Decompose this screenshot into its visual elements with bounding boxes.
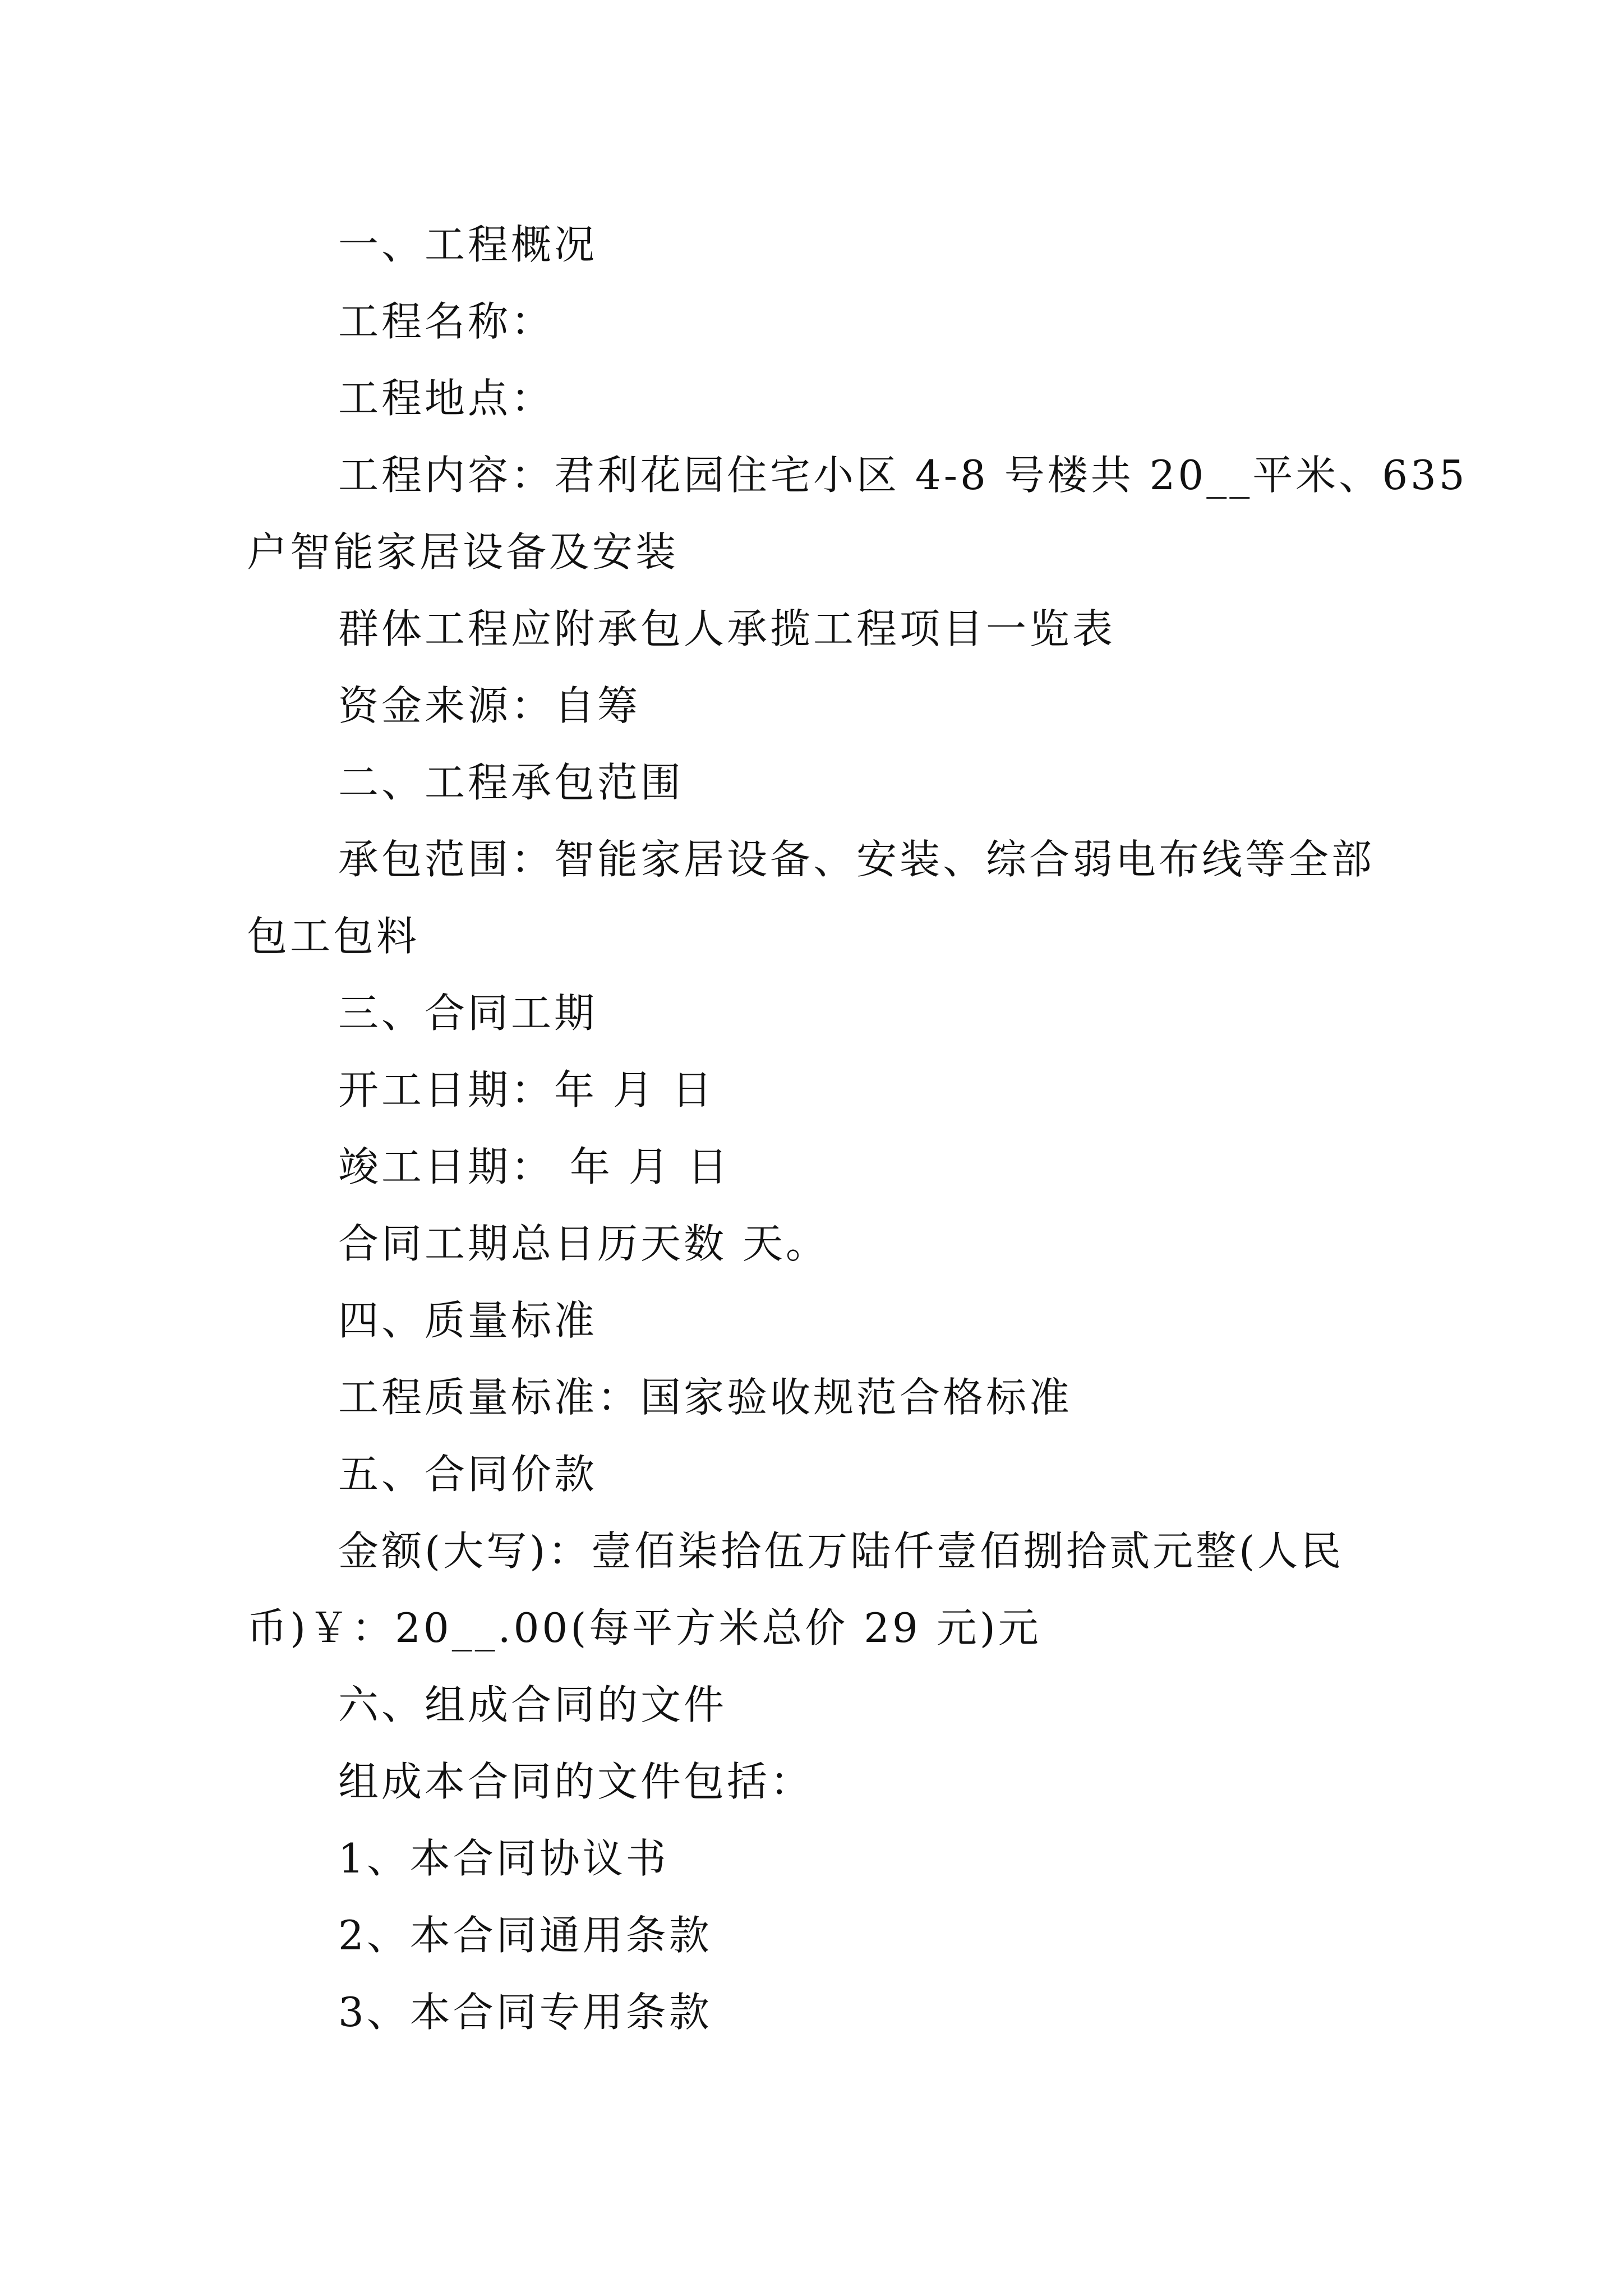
contract-documents-intro: 组成本合同的文件包括： bbox=[338, 1758, 814, 1805]
section-heading-project-overview: 一、工程概况 bbox=[338, 221, 598, 268]
section-heading-contract-period: 三、合同工期 bbox=[338, 990, 598, 1037]
document-list-item-1: 1、本合同协议书 bbox=[338, 1835, 669, 1882]
section-heading-contract-price: 五、合同价款 bbox=[338, 1451, 598, 1498]
contract-scope-field: 承包范围：智能家居设备、安装、综合弱电布线等全部 bbox=[338, 836, 1375, 883]
section-heading-quality-standard: 四、质量标准 bbox=[338, 1297, 598, 1344]
document-list-item-3: 3、本合同专用条款 bbox=[338, 1989, 712, 2036]
document-body bbox=[247, 206, 1468, 2051]
project-content-continued: 户智能家居设备及安装 bbox=[247, 528, 679, 576]
document-list-item-2: 2、本合同通用条款 bbox=[338, 1912, 712, 1959]
total-calendar-days-field: 合同工期总日历天数 天。 bbox=[338, 1220, 829, 1267]
completion-date-field: 竣工日期： 年 月 日 bbox=[338, 1143, 731, 1190]
project-content-field: 工程内容：君利花园住宅小区 4-8 号楼共 20__平米、635 bbox=[338, 452, 1468, 499]
project-name-field: 工程名称： bbox=[338, 298, 555, 345]
amount-numeric-continued: 币)￥：20__.00(每平方米总价 29 元)元 bbox=[247, 1604, 1041, 1651]
amount-uppercase-field: 金额(大写)：壹佰柒拾伍万陆仟壹佰捌拾贰元整(人民 bbox=[338, 1527, 1344, 1575]
start-date-field: 开工日期：年 月 日 bbox=[338, 1066, 715, 1114]
group-project-note: 群体工程应附承包人承揽工程项目一览表 bbox=[338, 605, 1116, 652]
contract-scope-continued: 包工包料 bbox=[247, 913, 420, 960]
quality-standard-field: 工程质量标准：国家验收规范合格标准 bbox=[338, 1374, 1073, 1421]
project-location-field: 工程地点： bbox=[338, 375, 555, 422]
funding-source-field: 资金来源：自筹 bbox=[338, 682, 641, 729]
section-heading-contract-documents: 六、组成合同的文件 bbox=[338, 1681, 727, 1728]
section-heading-contract-scope: 二、工程承包范围 bbox=[338, 759, 684, 806]
